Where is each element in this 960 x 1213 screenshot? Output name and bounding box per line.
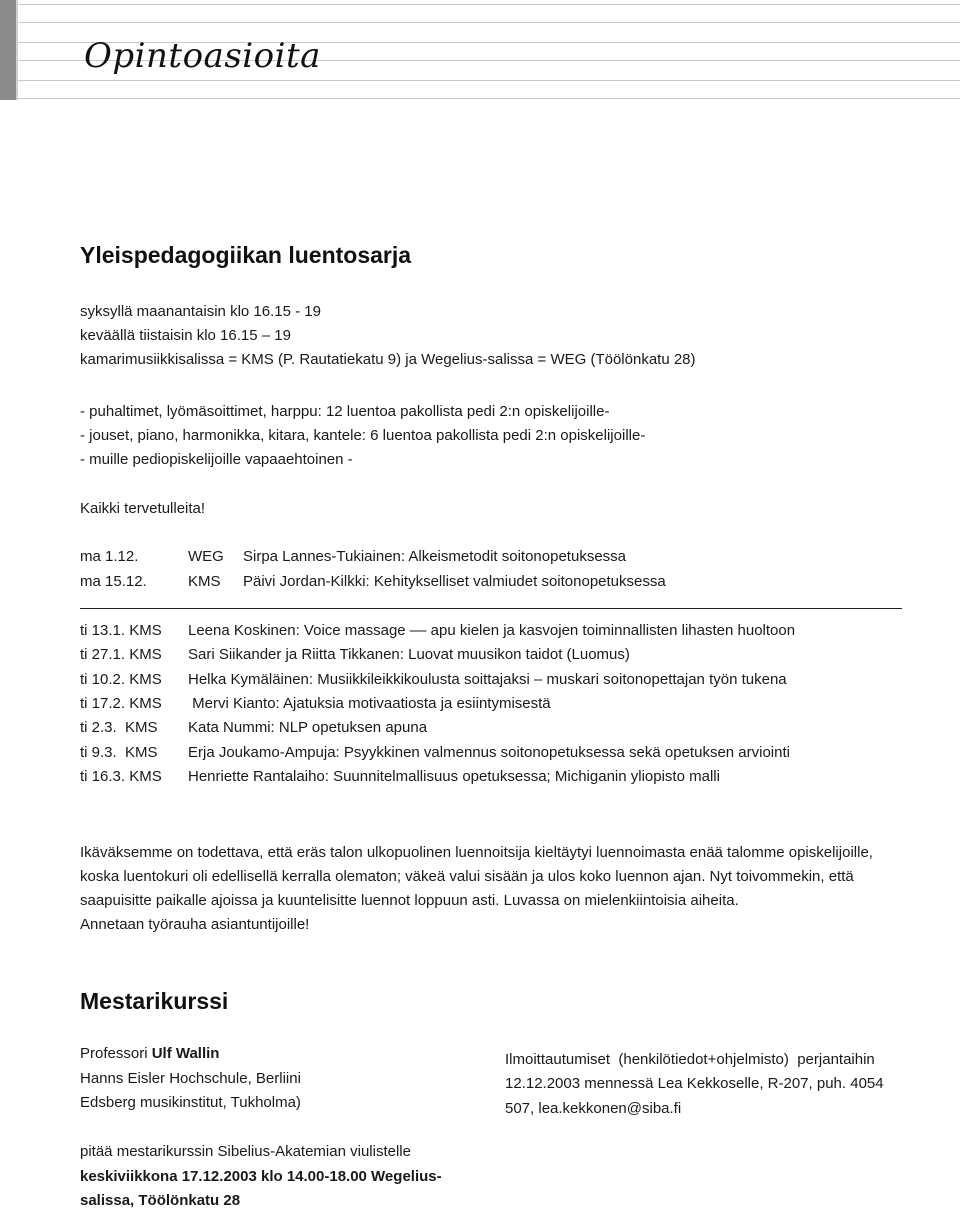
page-title: Opintoasioita: [84, 36, 321, 76]
audience-line: - jouset, piano, harmonikka, kitara, kantele: 6 luentoa pakollista pedi 2:n opiskelijoille-: [80, 427, 646, 444]
schedule-lecture: Kata Nummi: NLP opetuksen apuna: [188, 719, 428, 736]
teacher-line: [80, 1042, 219, 1066]
schedule-divider: [80, 608, 902, 609]
registration-line: Ilmoittautumiset (henkilötiedot+ohjelmisto) perjantaihin: [505, 1051, 875, 1068]
event-time: keskiviikkona 17.12.2003 klo 14.00-18.00 Wegelius-: [80, 1168, 442, 1185]
lecture-series-heading: Yleispedagogiikan luentosarja: [80, 242, 412, 268]
teacher-prefix: Professori: [80, 1045, 152, 1062]
ruled-line: [18, 80, 960, 81]
ruled-line: [18, 22, 960, 23]
audience-line: - muille pediopiskelijoille vapaaehtoinen -: [80, 451, 353, 468]
schedule-lecture: Sirpa Lannes-Tukiainen: Alkeismetodit soitonopetuksessa: [243, 548, 626, 565]
ruled-line: [18, 98, 960, 99]
event-location: salissa, Töölönkatu 28: [80, 1192, 241, 1209]
notice-line: koska luentokuri oli edellisellä kerralla olematon; väkeä valui sisään ja ulos koko luennon ajan. Nyt toivommekin, että: [80, 868, 854, 885]
notice-line: Annetaan työrauha asiantuntijoille!: [80, 916, 310, 933]
schedule-lecture: Leena Koskinen: Voice massage –– apu kielen ja kasvojen toiminnallisten lihasten huoltoon: [188, 622, 796, 639]
schedule-date: ti 2.3. KMS: [80, 719, 158, 736]
intro-line: kamarimusiikkisalissa = KMS (P. Rautatiekatu 9) ja Wegelius-salissa = WEG (Töölönkatu 28): [80, 351, 696, 368]
schedule-date: ti 13.1. KMS: [80, 622, 162, 639]
schedule-lecture: Päivi Jordan-Kilkki: Kehitykselliset valmiudet soitonopetuksessa: [243, 573, 666, 590]
binder-strip: [0, 0, 16, 100]
masterclass-heading: Mestarikurssi: [80, 988, 229, 1014]
schedule-date: ti 10.2. KMS: [80, 671, 162, 688]
notice-line: Ikäväksemme on todettava, että eräs talon ulkopuolinen luennoitsija kieltäytyi luennoimasta enää talomme opiskelijoille,: [80, 844, 873, 861]
teacher-affiliation: Edsberg musikinstitut, Tukholma): [80, 1094, 301, 1111]
welcome-text: Kaikki tervetulleita!: [80, 500, 206, 517]
schedule-date: ma 1.12.: [80, 548, 139, 565]
schedule-date: ti 17.2. KMS: [80, 695, 162, 712]
schedule-lecture: Helka Kymäläinen: Musiikkileikkikoulusta soittajaksi – muskari soitonopettajan työn tukena: [188, 671, 787, 688]
intro-line: syksyllä maanantaisin klo 16.15 - 19: [80, 303, 321, 320]
schedule-date: ti 27.1. KMS: [80, 646, 162, 663]
schedule-date: ma 15.12.: [80, 573, 147, 590]
event-description: pitää mestarikurssin Sibelius-Akatemian viulistelle: [80, 1143, 411, 1160]
schedule-lecture: Sari Siikander ja Riitta Tikkanen: Luovat muusikon taidot (Luomus): [188, 646, 630, 663]
schedule-date: ti 16.3. KMS: [80, 768, 162, 785]
teacher-affiliation: Hanns Eisler Hochschule, Berliini: [80, 1070, 301, 1087]
schedule-date: ti 9.3. KMS: [80, 744, 158, 761]
intro-line: keväällä tiistaisin klo 16.15 – 19: [80, 327, 291, 344]
ruled-line: [18, 4, 960, 5]
schedule-lecture: Henriette Rantalaiho: Suunnitelmallisuus opetuksessa; Michiganin yliopisto malli: [188, 768, 720, 785]
schedule-lecture: Mervi Kianto: Ajatuksia motivaatiosta ja esiintymisestä: [188, 695, 551, 712]
registration-line: 507, lea.kekkonen@siba.fi: [505, 1100, 682, 1117]
binder-strip-highlight: [16, 0, 18, 100]
registration-line: 12.12.2003 mennessä Lea Kekkoselle, R-207, puh. 4054: [505, 1075, 884, 1092]
schedule-place: WEG: [188, 548, 224, 565]
audience-line: - puhaltimet, lyömäsoittimet, harppu: 12 luentoa pakollista pedi 2:n opiskelijoille-: [80, 403, 610, 420]
notice-line: saapuisitte paikalle ajoissa ja kuuntelisitte luennot loppuun asti. Luvassa on mielenkiintoisia aiheita.: [80, 892, 739, 909]
schedule-lecture: Erja Joukamo-Ampuja: Psyykkinen valmennus soitonopetuksessa sekä opetuksen arviointi: [188, 744, 790, 761]
schedule-place: KMS: [188, 573, 221, 590]
teacher-name: Ulf Wallin: [151, 1045, 220, 1062]
